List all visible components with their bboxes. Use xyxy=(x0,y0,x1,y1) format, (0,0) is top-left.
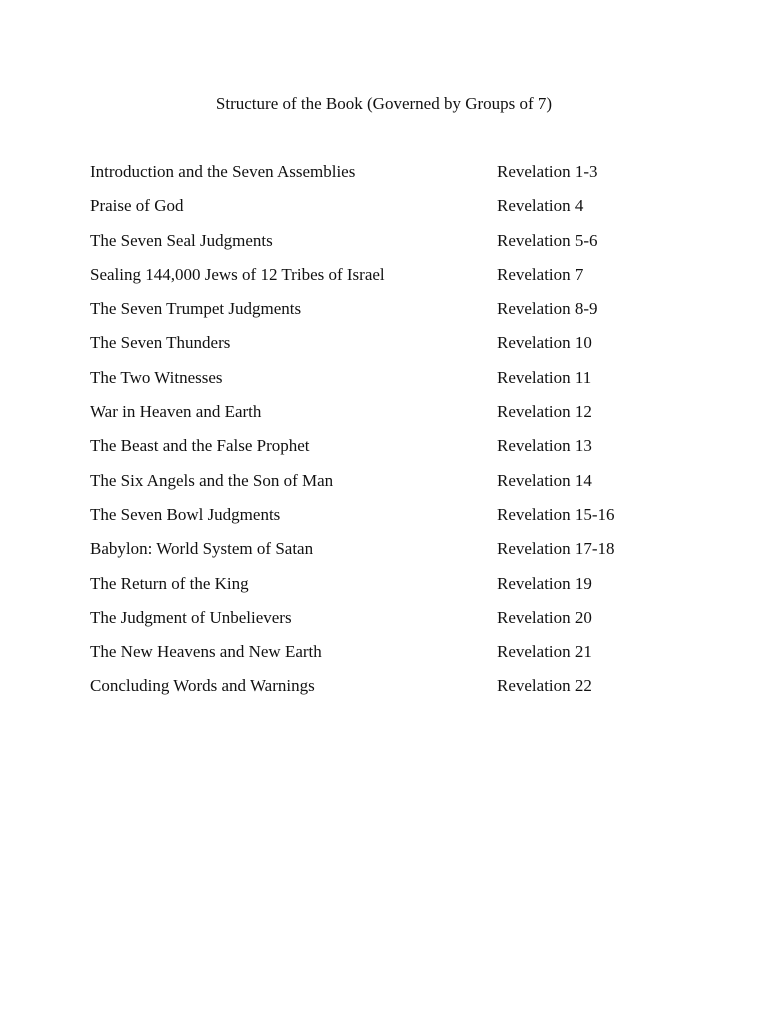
table-row xyxy=(90,161,710,195)
document-title: Structure of the Book (Governed by Groups of 7) xyxy=(215,94,553,113)
table-row xyxy=(90,538,710,572)
row-topic: Introduction and the Seven Assemblies xyxy=(90,162,356,181)
table-row xyxy=(90,607,710,641)
row-topic: The New Heavens and New Earth xyxy=(90,642,322,662)
table-row xyxy=(90,367,710,401)
row-reference: Revelation 11 xyxy=(497,367,592,387)
row-reference: Revelation 12 xyxy=(497,402,592,422)
row-topic: The Seven Bowl Judgments xyxy=(90,504,281,524)
row-reference: Revelation 5-6 xyxy=(497,230,598,250)
row-reference: Revelation 13 xyxy=(497,436,592,456)
row-topic: The Return of the King xyxy=(90,573,249,593)
row-reference: Revelation 15-16 xyxy=(497,504,615,524)
row-reference: Revelation 14 xyxy=(497,470,592,490)
row-topic: Babylon: World System of Satan xyxy=(90,539,314,559)
row-reference: Revelation 17-18 xyxy=(497,539,615,559)
table-row xyxy=(90,264,710,298)
row-reference: Revelation 19 xyxy=(497,573,592,593)
table-row xyxy=(90,573,710,607)
row-topic: The Judgment of Unbelievers xyxy=(90,607,292,627)
row-reference: Revelation 7 xyxy=(497,264,584,284)
table-row xyxy=(90,230,710,264)
row-reference: Revelation 4 xyxy=(497,196,584,216)
row-topic: The Beast and the False Prophet xyxy=(90,436,310,456)
table-row xyxy=(90,195,710,229)
row-topic: The Six Angels and the Son of Man xyxy=(90,470,334,490)
table-row xyxy=(90,298,710,332)
row-topic: Sealing 144,000 Jews of 12 Tribes of Israel xyxy=(90,264,385,284)
row-reference: Revelation 22 xyxy=(497,676,592,696)
table-row xyxy=(90,435,710,469)
row-topic: The Seven Seal Judgments xyxy=(90,230,273,250)
row-reference: Revelation 1-3 xyxy=(497,162,598,181)
table-row xyxy=(90,675,710,709)
row-reference: Revelation 10 xyxy=(497,333,592,353)
row-topic: The Seven Trumpet Judgments xyxy=(90,299,302,319)
row-topic: The Seven Thunders xyxy=(90,333,231,353)
row-topic: Concluding Words and Warnings xyxy=(90,676,315,696)
table-row xyxy=(90,470,710,504)
table-row xyxy=(90,641,710,675)
structure-table xyxy=(90,161,710,710)
table-row xyxy=(90,401,710,435)
table-row xyxy=(90,332,710,366)
row-topic: Praise of God xyxy=(90,196,184,216)
table-row xyxy=(90,504,710,538)
row-reference: Revelation 8-9 xyxy=(497,299,598,319)
row-reference: Revelation 20 xyxy=(497,607,592,627)
row-reference: Revelation 21 xyxy=(497,642,592,662)
row-topic: War in Heaven and Earth xyxy=(90,402,262,422)
row-topic: The Two Witnesses xyxy=(90,367,223,387)
